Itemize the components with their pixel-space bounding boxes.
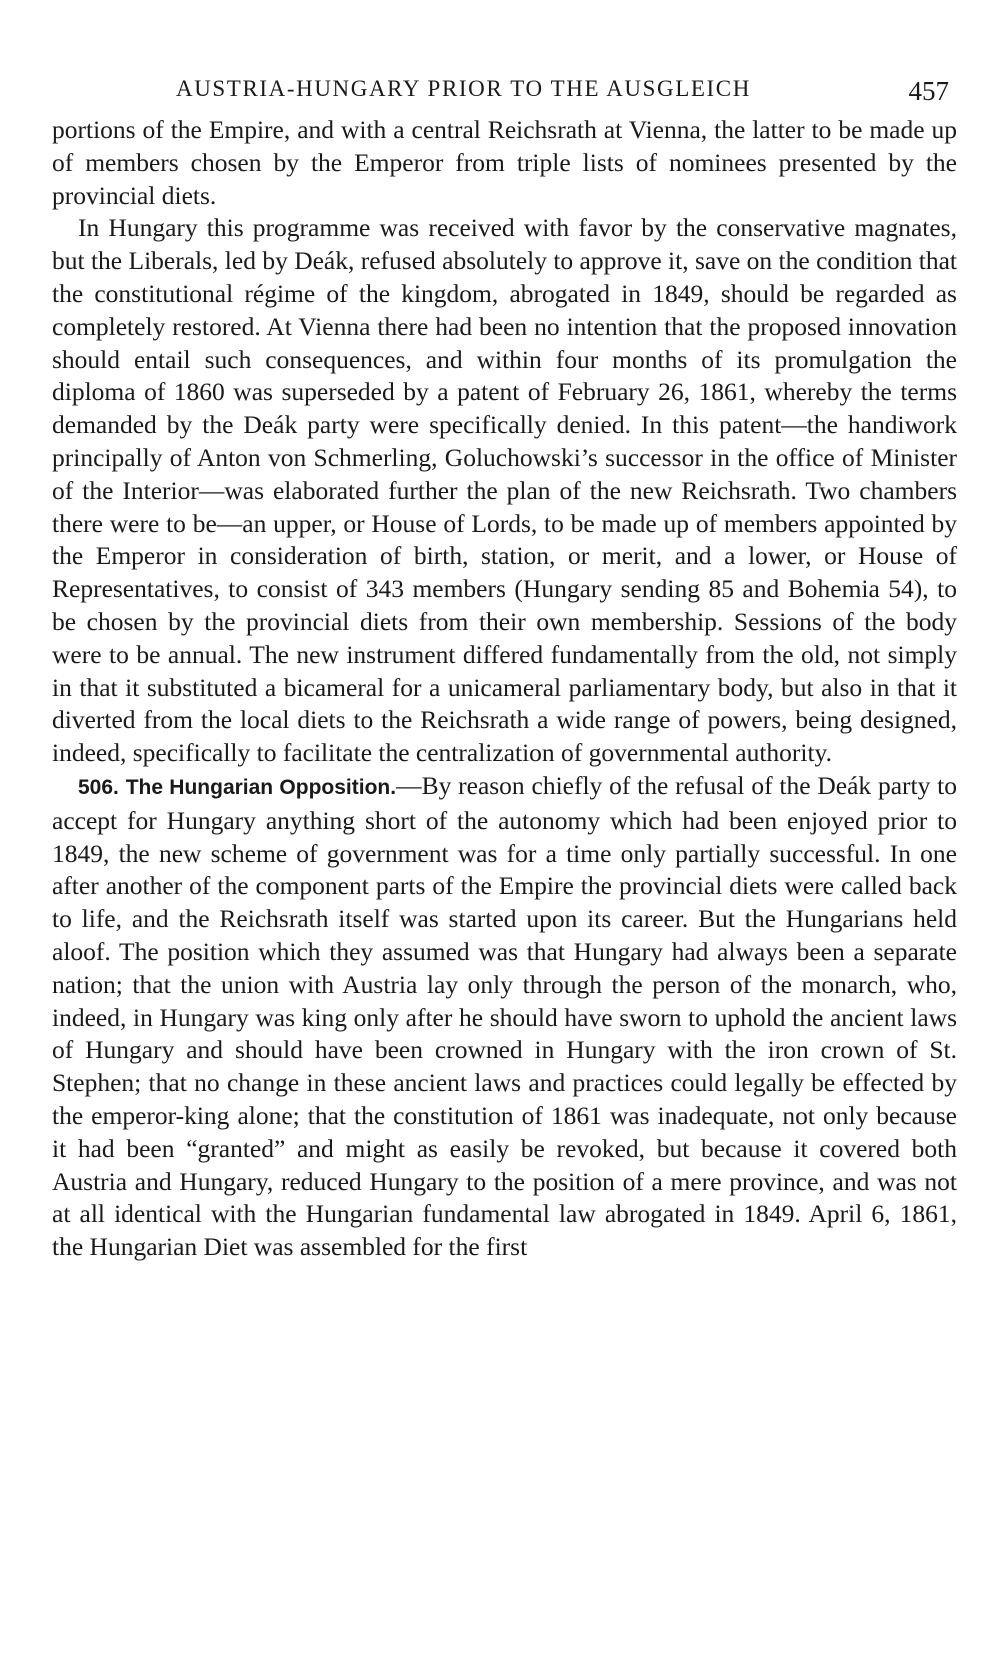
book-page (52, 64, 957, 1264)
page-number: 457 (908, 76, 949, 106)
section-506 (52, 770, 957, 1264)
paragraph-continuation: portions of the Empire, and with a central Reichsrath at Vienna, the latter to be made up of members chosen by the Emperor from triple lists of nominees presented by the provincial diets. (52, 115, 957, 210)
body-text (52, 114, 957, 1264)
section-title: The Hungarian Opposition. (125, 775, 397, 799)
section-number: 506. (78, 775, 119, 799)
section-text: —By reason chiefly of the refusal of the Deák party to accept for Hungary anything short of the autonomy which had been enjoyed prior to 1849, the new scheme of government was for a time only partially successful. In one after another of the component parts of the Empire the provincial diets were called back to life, and the Reichsrath itself was started upon its career. But the Hungarians held aloof. The position which they assumed was that Hungary had always been a separate nation; that the union with Austria lay only through the person of the monarch, who, indeed, in Hungary was king only after he should have sworn to uphold the ancient laws of Hungary and should have been crowned in Hungary with the iron crown of St. Stephen; that no change in these ancient laws and practices could legally be effected by the emperor-king alone; that the constitution of 1861 was inadequate, not only because it had been “granted” and might as easily be revoked, but because it covered both Austria and Hungary, reduced Hungary to the position of a mere province, and was not at all identical with the Hungarian fundamental law abrogated in 1849. April 6, 1861, the Hungarian Diet was assembled for the first (52, 770, 957, 1262)
running-title: AUSTRIA-HUNGARY PRIOR TO THE AUSGLEICH (176, 76, 751, 101)
running-head (52, 64, 957, 114)
paragraph-hungary-programme: In Hungary this programme was received with favor by the conservative magnates, but the Liberals, led by Deák, refused absolutely to approve it, save on the condition that the constitutional régime of the kingdom, abrogated in 1849, should be regarded as completely restored. At Vienna there had been no intention that the proposed innovation should entail such consequences, and within four months of its promulgation the diploma of 1860 was superseded by a patent of February 26, 1861, whereby the terms demanded by the Deák party were specifically denied. In this patent—the handiwork principally of Anton von Schmerling, Goluchowski’s successor in the office of Minister of the Interior—was elaborated further the plan of the new Reichsrath. Two chambers there were to be—an upper, or House of Lords, to be made up of members appointed by the Emperor in consideration of birth, station, or merit, and a lower, or House of Representatives, to consist of 343 members (Hungary sending 85 and Bohemia 54), to be chosen by the provincial diets from their own membership. Sessions of the body were to be annual. The new instrument differed fundamentally from the old, not simply in that it substituted a bicameral for a unicameral parliamentary body, but also in that it diverted from the local diets to the Reichsrath a wide range of powers, being designed, indeed, specifically to facilitate the centralization of governmental authority. (52, 213, 958, 768)
